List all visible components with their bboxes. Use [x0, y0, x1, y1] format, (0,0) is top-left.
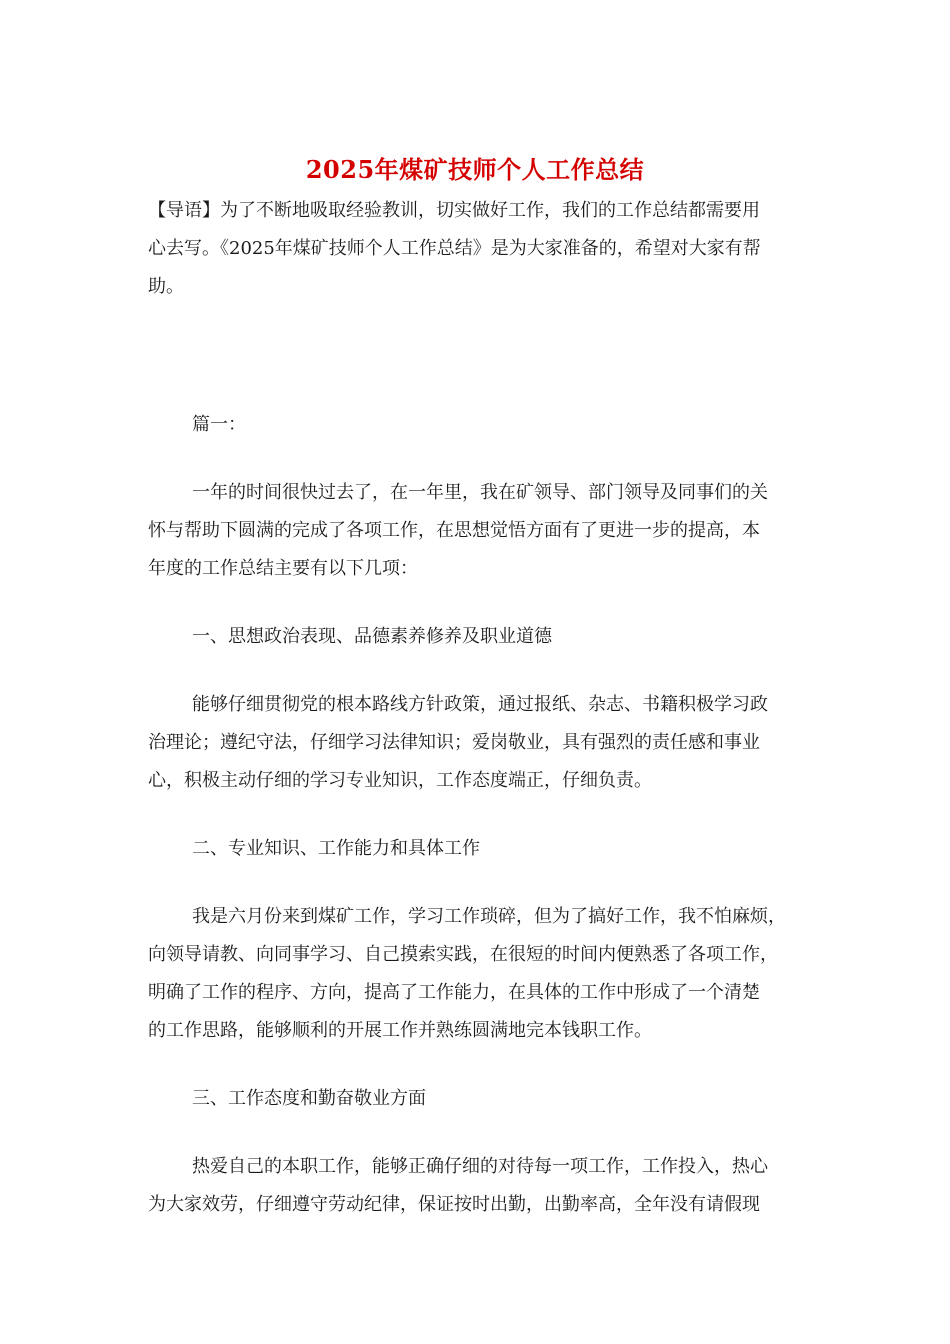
- intro-line: 心去写。《2025年煤矿技师个人工作总结》是为大家准备的，希望对大家有帮: [148, 238, 761, 259]
- intro-line: 助。: [148, 276, 184, 297]
- paragraph-line: 心，积极主动仔细的学习专业知识，工作态度端正，仔细负责。: [148, 770, 652, 791]
- section-heading: 三、工作态度和勤奋敬业方面: [192, 1088, 426, 1109]
- document-title: 2025年煤矿技师个人工作总结: [305, 155, 645, 184]
- paragraph-line: 能够仔细贯彻党的根本路线方针政策，通过报纸、杂志、书籍积极学习政: [192, 694, 768, 715]
- paragraph-line: 年度的工作总结主要有以下几项：: [148, 558, 418, 579]
- paragraph-line: 的工作思路，能够顺利的开展工作并熟练圆满地完本钱职工作。: [148, 1020, 652, 1041]
- paragraph-line: 一年的时间很快过去了，在一年里，我在矿领导、部门领导及同事们的关: [192, 482, 768, 503]
- paragraph-line: 我是六月份来到煤矿工作，学习工作琐碎，但为了搞好工作，我不怕麻烦，: [192, 906, 786, 927]
- section-heading: 二、专业知识、工作能力和具体工作: [192, 838, 480, 859]
- section-heading: 一、思想政治表现、品德素养修养及职业道德: [192, 626, 552, 647]
- intro-line: 【导语】为了不断地吸取经验教训，切实做好工作，我们的工作总结都需要用: [148, 200, 760, 221]
- paragraph-line: 治理论；遵纪守法，仔细学习法律知识；爱岗敬业，具有强烈的责任感和事业: [148, 732, 760, 753]
- paragraph-line: 向领导请教、向同事学习、自己摸索实践，在很短的时间内便熟悉了各项工作，: [148, 944, 778, 965]
- chapter-label: 篇一：: [192, 414, 246, 435]
- paragraph-line: 为大家效劳，仔细遵守劳动纪律，保证按时出勤，出勤率高，全年没有请假现: [148, 1194, 760, 1215]
- paragraph-line: 热爱自己的本职工作，能够正确仔细的对待每一项工作，工作投入，热心: [192, 1156, 768, 1177]
- paragraph-line: 明确了工作的程序、方向，提高了工作能力，在具体的工作中形成了一个清楚: [148, 982, 760, 1003]
- paragraph-line: 怀与帮助下圆满的完成了各项工作，在思想觉悟方面有了更进一步的提高，本: [148, 520, 760, 541]
